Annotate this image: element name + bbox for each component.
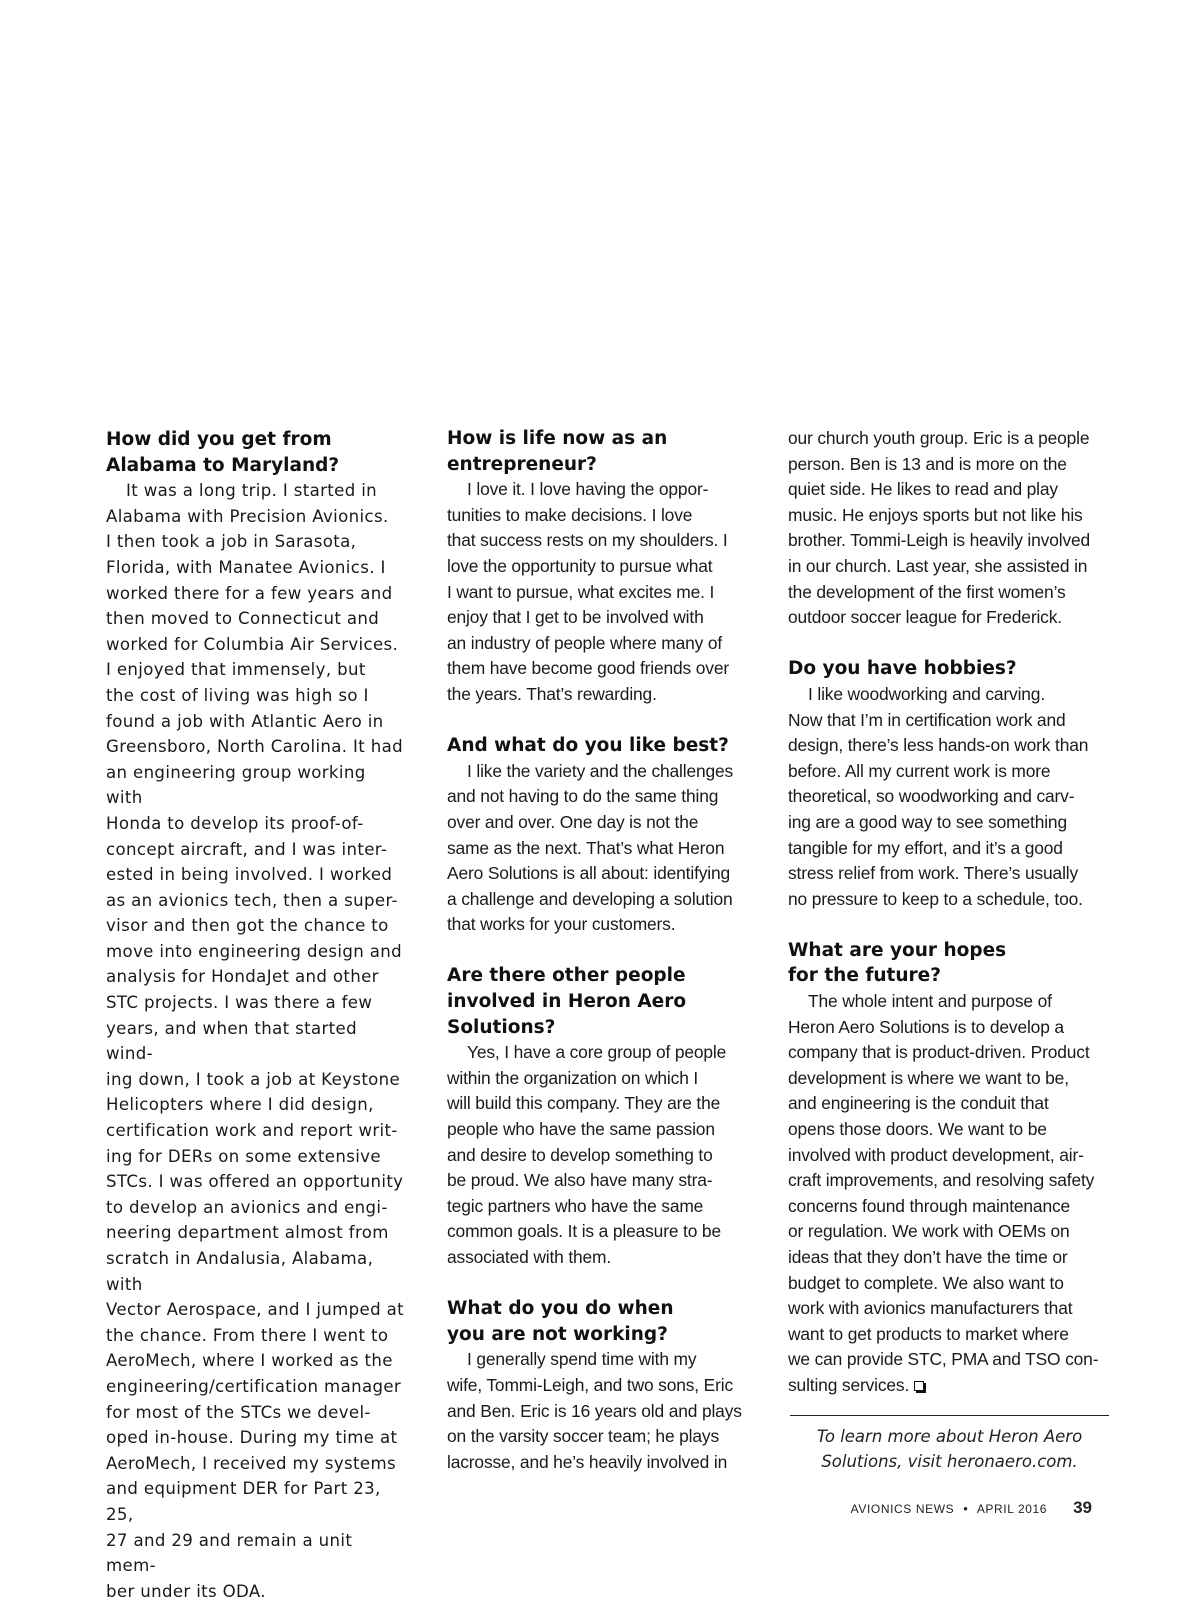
answer-line: AeroMech, I received my systems xyxy=(106,1453,396,1473)
question-heading xyxy=(447,426,752,477)
question-heading xyxy=(788,656,1100,682)
article-column-2 xyxy=(447,426,752,1475)
answer-line: them have become good friends over xyxy=(447,658,730,679)
promo-note xyxy=(790,1424,1109,1474)
answer-line: want to get products to market where xyxy=(788,1323,1069,1344)
answer-line: sulting services. xyxy=(788,1374,910,1395)
answer-line: AeroMech, where I worked as the xyxy=(106,1351,393,1371)
answer-line: Alabama with Precision Avionics. xyxy=(106,506,389,526)
answer-line: enjoy that I get to be involved with xyxy=(447,607,704,628)
question-heading xyxy=(447,733,752,759)
answer-line: brother. Tommi-Leigh is heavily involved xyxy=(788,530,1091,551)
question-line: entrepreneur? xyxy=(447,453,597,475)
answer-paragraph xyxy=(447,477,752,707)
question-line: And what do you like best? xyxy=(447,735,729,757)
answer-line: and Ben. Eric is 16 years old and plays xyxy=(447,1400,742,1421)
answer-line: no pressure to keep to a schedule, too. xyxy=(788,888,1083,909)
answer-line: and not having to do the same thing xyxy=(447,786,719,807)
answer-line: will build this company. They are the xyxy=(447,1093,721,1114)
question-line: involved in Heron Aero xyxy=(447,991,687,1013)
answer-line: budget to complete. We also want to xyxy=(788,1272,1064,1293)
answer-line: I like woodworking and carving. xyxy=(808,683,1046,704)
answer-line: for most of the STCs we devel- xyxy=(106,1402,371,1422)
question-line: Solutions? xyxy=(447,1016,556,1038)
answer-line: certification work and report writ- xyxy=(106,1121,398,1141)
question-line: Are there other people xyxy=(447,965,686,987)
answer-line: the years. That’s rewarding. xyxy=(447,683,657,704)
answer-line: associated with them. xyxy=(447,1247,612,1267)
answer-line: oped in-house. During my time at xyxy=(106,1428,398,1448)
article-column-1 xyxy=(106,426,406,1604)
answer-line: and desire to develop something to xyxy=(447,1144,713,1165)
answer-line: tunities to make decisions. I love xyxy=(447,504,693,525)
answer-line: theoretical, so woodworking and carv- xyxy=(788,786,1075,807)
answer-line: outdoor soccer league for Frederick. xyxy=(788,607,1062,628)
answer-line: Yes, I have a core group of people xyxy=(467,1042,727,1063)
answer-line: a challenge and developing a solution xyxy=(447,888,733,909)
answer-line: an engineering group working with xyxy=(106,762,366,808)
answer-line: ested in being involved. I worked xyxy=(106,865,393,885)
answer-line: wife, Tommi-Leigh, and two sons, Eric xyxy=(447,1374,734,1395)
answer-paragraph xyxy=(788,989,1100,1399)
answer-line: years, and when that started wind- xyxy=(106,1018,357,1064)
answer-line: engineering/certification manager xyxy=(106,1376,402,1396)
answer-line: 27 and 29 and remain a unit mem- xyxy=(106,1530,353,1576)
answer-line: development is where we want to be, xyxy=(788,1067,1069,1088)
answer-line: I love it. I love having the oppor- xyxy=(467,479,709,500)
answer-line: our church youth group. Eric is a people xyxy=(788,428,1090,448)
question-line: Alabama to Maryland? xyxy=(106,454,340,476)
answer-line: tegic partners who have the same xyxy=(447,1195,704,1216)
answer-line: concerns found through maintenance xyxy=(788,1195,1071,1216)
answer-line: Greensboro, North Carolina. It had xyxy=(106,737,404,757)
answer-line: as an avionics tech, then a super- xyxy=(106,890,398,910)
continued-answer-paragraph xyxy=(788,426,1100,631)
answer-line: design, there’s less hands-on work than xyxy=(788,735,1089,756)
answer-line: opens those doors. We want to be xyxy=(788,1119,1047,1140)
answer-line: and engineering is the conduit that xyxy=(788,1093,1049,1114)
answer-line: same as the next. That’s what Heron xyxy=(447,837,725,858)
answer-line: in our church. Last year, she assisted in xyxy=(788,555,1088,576)
answer-line: ing down, I took a job at Keystone xyxy=(106,1069,401,1089)
question-line: How is life now as an xyxy=(447,428,668,449)
answer-line: I then took a job in Sarasota, xyxy=(106,532,357,552)
answer-line: over and over. One day is not the xyxy=(447,811,699,832)
answer-paragraph xyxy=(447,759,752,938)
answer-line: involved with product development, air- xyxy=(788,1144,1084,1165)
answer-line: found a job with Atlantic Aero in xyxy=(106,711,384,731)
answer-line: neering department almost from xyxy=(106,1223,389,1243)
answer-line: company that is product-driven. Product xyxy=(788,1042,1090,1063)
answer-line: before. All my current work is more xyxy=(788,760,1051,781)
answer-line: people who have the same passion xyxy=(447,1119,715,1140)
answer-line: that works for your customers. xyxy=(447,914,676,935)
answer-line: ber under its ODA. xyxy=(106,1581,266,1601)
end-of-article-box-icon xyxy=(914,1381,924,1391)
question-line: Do you have hobbies? xyxy=(788,658,1017,680)
answer-line: Now that I’m in certification work and xyxy=(788,709,1066,730)
answer-line: STCs. I was offered an opportunity xyxy=(106,1172,404,1192)
answer-line: ing are a good way to see something xyxy=(788,811,1067,832)
promo-line: Solutions, visit heronaero.com. xyxy=(821,1452,1078,1471)
answer-line: common goals. It is a pleasure to be xyxy=(447,1221,721,1242)
answer-line: STC projects. I was there a few xyxy=(106,993,373,1013)
answer-line: then moved to Connecticut and xyxy=(106,609,380,629)
answer-line: the chance. From there I went to xyxy=(106,1325,389,1345)
answer-line: worked for Columbia Air Services. xyxy=(106,634,399,654)
answer-line: I generally spend time with my xyxy=(467,1349,697,1370)
answer-line: or regulation. We work with OEMs on xyxy=(788,1221,1070,1242)
answer-line: worked there for a few years and xyxy=(106,583,393,603)
answer-line: be proud. We also have many stra- xyxy=(447,1170,713,1191)
answer-line: analysis for HondaJet and other xyxy=(106,967,379,987)
promo-line: To learn more about Heron Aero xyxy=(816,1427,1083,1446)
question-heading xyxy=(106,427,406,478)
question-line: What are your hopes xyxy=(788,939,1007,961)
answer-line: we can provide STC, PMA and TSO con- xyxy=(788,1349,1099,1370)
answer-line: Honda to develop its proof-of- xyxy=(106,813,364,833)
answer-line: I enjoyed that immensely, but xyxy=(106,660,366,680)
answer-line: The whole intent and purpose of xyxy=(808,991,1052,1012)
answer-paragraph xyxy=(447,1347,752,1475)
promo-divider-rule xyxy=(790,1415,1109,1416)
answer-line: scratch in Andalusia, Alabama, with xyxy=(106,1249,374,1294)
article-column-3 xyxy=(788,426,1100,1399)
answer-line: Florida, with Manatee Avionics. I xyxy=(106,557,386,577)
page-footer xyxy=(851,1498,1092,1518)
answer-line: music. He enjoys sports but not like his xyxy=(788,504,1083,525)
answer-line: the development of the first women’s xyxy=(788,581,1066,602)
question-line: you are not working? xyxy=(447,1323,668,1345)
answer-line: Helicopters where I did design, xyxy=(106,1095,374,1115)
answer-paragraph xyxy=(447,1040,752,1270)
answer-paragraph xyxy=(788,682,1100,912)
answer-line: move into engineering design and xyxy=(106,941,402,961)
answer-line: to develop an avionics and engi- xyxy=(106,1197,388,1217)
answer-line: within the organization on which I xyxy=(447,1067,699,1088)
answer-line: that success rests on my shoulders. I xyxy=(447,530,728,551)
answer-line: Heron Aero Solutions is to develop a xyxy=(788,1016,1064,1037)
answer-line: craft improvements, and resolving safety xyxy=(788,1170,1095,1191)
issue-date: APRIL 2016 xyxy=(976,1502,1048,1516)
question-heading xyxy=(447,1296,752,1347)
answer-line: work with avionics manufacturers that xyxy=(788,1298,1073,1319)
publication-name: AVIONICS NEWS xyxy=(850,1502,955,1516)
answer-line: visor and then got the chance to xyxy=(106,916,389,936)
answer-line: love the opportunity to pursue what xyxy=(447,555,713,576)
answer-line: an industry of people where many of xyxy=(447,632,723,653)
answer-line: ing for DERs on some extensive xyxy=(106,1146,381,1166)
answer-line: It was a long trip. I started in xyxy=(126,481,378,501)
question-heading xyxy=(788,938,1100,989)
answer-line: I want to pursue, what excites me. I xyxy=(447,581,715,602)
answer-line: concept aircraft, and I was inter- xyxy=(106,839,388,859)
answer-line: and equipment DER for Part 23, 25, xyxy=(106,1479,381,1524)
answer-line: quiet side. He likes to read and play xyxy=(788,479,1058,500)
answer-line: ideas that they don’t have the time or xyxy=(788,1247,1068,1267)
question-line: for the future? xyxy=(788,965,941,987)
answer-line: the cost of living was high so I xyxy=(106,685,369,705)
question-heading xyxy=(447,963,752,1040)
answer-line: on the varsity soccer team; he plays xyxy=(447,1426,720,1447)
footer-separator: • xyxy=(963,1501,968,1516)
answer-paragraph xyxy=(106,478,406,1604)
question-line: How did you get from xyxy=(106,429,332,450)
answer-line: tangible for my effort, and it’s a good xyxy=(788,837,1063,858)
answer-line: Vector Aerospace, and I jumped at xyxy=(106,1300,404,1320)
answer-line: stress relief from work. There’s usually xyxy=(788,863,1079,884)
page-number: 39 xyxy=(1073,1498,1092,1517)
answer-line: Aero Solutions is all about: identifying xyxy=(447,863,731,884)
answer-line: person. Ben is 13 and is more on the xyxy=(788,453,1067,474)
answer-line: lacrosse, and he’s heavily involved in xyxy=(447,1451,728,1472)
question-line: What do you do when xyxy=(447,1298,674,1320)
answer-line: I like the variety and the challenges xyxy=(467,760,734,781)
